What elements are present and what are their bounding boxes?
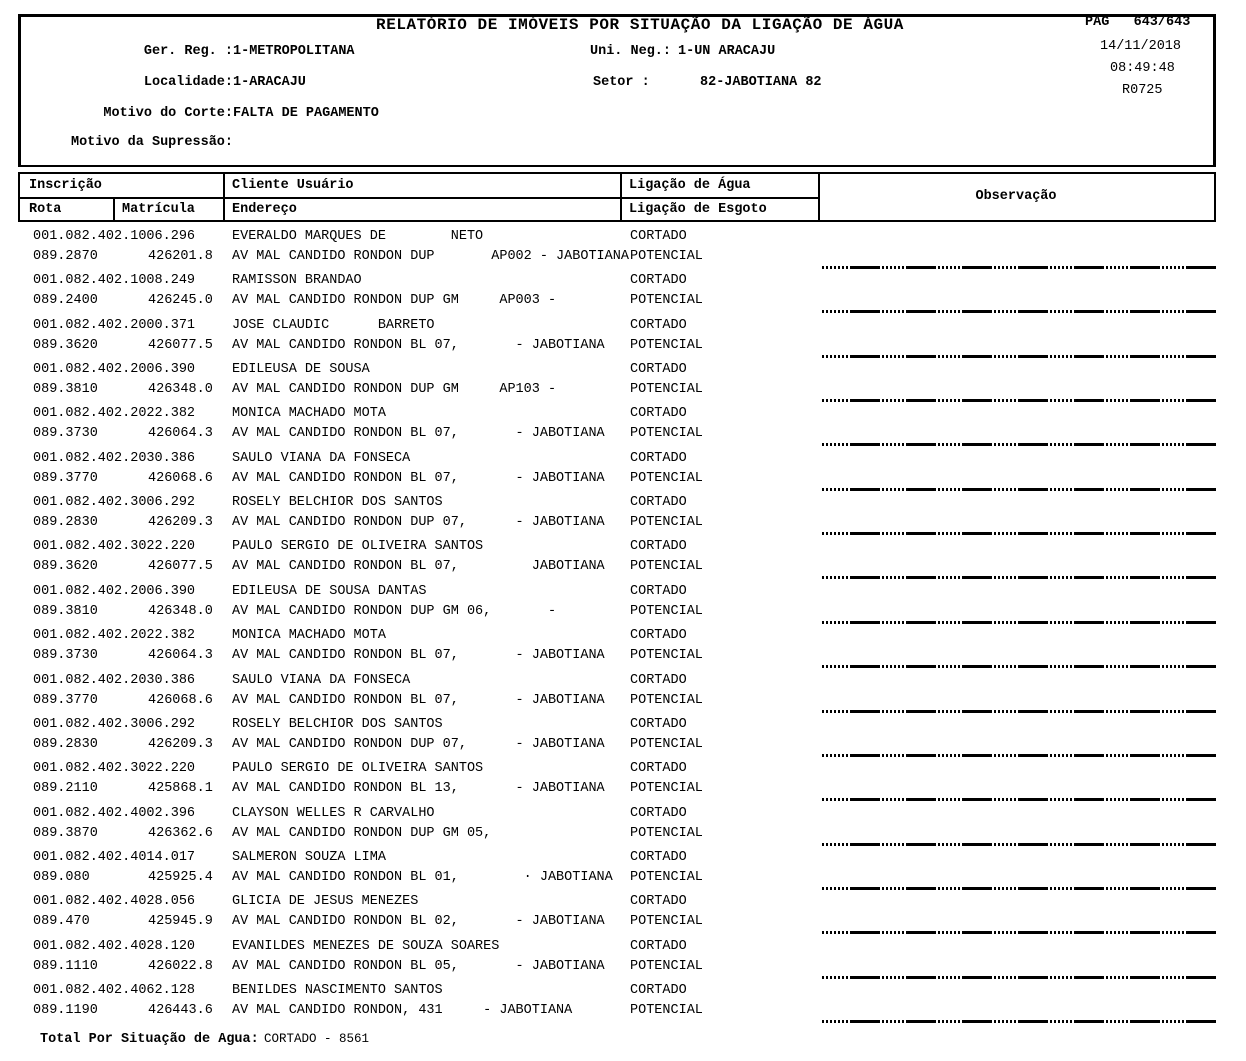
table-row [0, 492, 1246, 536]
cell-matricula: 425945.9 [148, 914, 213, 930]
cell-ligacao-esgoto: POTENCIAL [630, 293, 703, 309]
table-header-divider [20, 197, 818, 199]
table-row [0, 581, 1246, 625]
cell-matricula: 426201.8 [148, 249, 213, 264]
setor-value: 82-JABOTIANA 82 [700, 75, 822, 90]
cell-ligacao-agua: CORTADO [630, 406, 687, 422]
header-ligacao-esgoto: Ligação de Esgoto [629, 202, 767, 217]
cell-ligacao-agua: CORTADO [630, 761, 687, 777]
observacao-dashed-line [822, 754, 1216, 757]
cell-ligacao-agua: CORTADO [630, 716, 687, 732]
cell-ligacao-esgoto: POTENCIAL [630, 914, 703, 930]
observacao-dashed-line [822, 887, 1216, 890]
cell-cliente-usuario: MONICA MACHADO MOTA [232, 406, 386, 422]
cell-ligacao-esgoto: POTENCIAL [630, 559, 703, 575]
cell-endereco: AV MAL CANDIDO RONDON, 431 - JABOTIANA [232, 1002, 573, 1018]
cell-ligacao-agua: CORTADO [630, 317, 687, 333]
cell-ligacao-agua: CORTADO [630, 849, 687, 865]
observacao-dashed-line [822, 488, 1216, 491]
cell-rota: 089.3620 [33, 559, 98, 575]
cell-matricula: 426245.0 [148, 293, 213, 309]
cell-cliente-usuario: GLICIA DE JESUS MENEZES [232, 894, 419, 910]
cell-ligacao-esgoto: POTENCIAL [630, 736, 703, 752]
cell-ligacao-agua: CORTADO [630, 539, 687, 555]
cell-ligacao-esgoto: POTENCIAL [630, 781, 703, 797]
uni-neg-label: Uni. Neg.: [590, 44, 672, 59]
cell-matricula: 426348.0 [148, 603, 213, 619]
cell-inscricao: 001.082.402.2000.371 [33, 317, 196, 333]
cell-matricula: 426064.3 [148, 426, 213, 442]
observacao-dashed-line [822, 931, 1216, 934]
header-ligacao-agua: Ligação de Água [629, 178, 751, 193]
cell-ligacao-agua: CORTADO [630, 982, 687, 998]
header-endereco: Endereço [232, 202, 297, 217]
cell-ligacao-esgoto: POTENCIAL [630, 958, 703, 974]
ger-reg-label: Ger. Reg. : [143, 44, 233, 59]
cell-inscricao: 001.082.402.2022.382 [33, 628, 196, 644]
table-row [0, 226, 1246, 270]
cell-endereco: AV MAL CANDIDO RONDON BL 02, - JABOTIANA [232, 914, 605, 930]
cell-rota: 089.2830 [33, 515, 98, 531]
cell-cliente-usuario: PAULO SERGIO DE OLIVEIRA SANTOS [232, 539, 484, 555]
setor-label: Setor : [593, 75, 650, 90]
observacao-dashed-line [822, 621, 1216, 624]
cell-cliente-usuario: CLAYSON WELLES R CARVALHO [232, 805, 435, 821]
observacao-dashed-line [822, 1020, 1216, 1023]
observacao-dashed-line [822, 399, 1216, 402]
cell-rota: 089.3810 [33, 382, 98, 398]
cell-ligacao-esgoto: POTENCIAL [630, 337, 703, 353]
cell-ligacao-esgoto: POTENCIAL [630, 382, 703, 398]
motivo-corte-label: Motivo do Corte: [103, 106, 233, 121]
total-label: Total Por Situação de Agua: [40, 1032, 259, 1047]
cell-endereco: AV MAL CANDIDO RONDON BL 01, · JABOTIANA [232, 869, 613, 885]
cell-inscricao: 001.082.402.3006.292 [33, 495, 196, 511]
report-date: 14/11/2018 [1100, 39, 1182, 54]
report-title: RELATÓRIO DE IMÓVEIS POR SITUAÇÃO DA LIGAÇÃO DE ÁGUA [376, 16, 904, 34]
motivo-supressao-label: Motivo da Supressão: [70, 135, 233, 150]
cell-ligacao-agua: CORTADO [630, 450, 687, 466]
observacao-dashed-line [822, 443, 1216, 446]
cell-cliente-usuario: EVERALDO MARQUES DE NETO [232, 229, 484, 244]
cell-rota: 089.470 [33, 914, 90, 930]
cell-inscricao: 001.082.402.2006.390 [33, 583, 196, 599]
cell-matricula: 426068.6 [148, 470, 213, 486]
cell-matricula: 426022.8 [148, 958, 213, 974]
cell-ligacao-agua: CORTADO [630, 805, 687, 821]
uni-neg-value: 1-UN ARACAJU [678, 44, 776, 59]
cell-matricula: 426064.3 [148, 648, 213, 664]
cell-matricula: 426443.6 [148, 1002, 213, 1018]
cell-endereco: AV MAL CANDIDO RONDON BL 07, - JABOTIANA [232, 648, 605, 664]
motivo-corte-value: FALTA DE PAGAMENTO [233, 106, 379, 121]
observacao-dashed-line [822, 310, 1216, 313]
cell-ligacao-agua: CORTADO [630, 894, 687, 910]
cell-matricula: 425868.1 [148, 781, 213, 797]
table-row [0, 448, 1246, 492]
observacao-dashed-line [822, 665, 1216, 668]
cell-matricula: 425925.4 [148, 869, 213, 885]
cell-rota: 089.3620 [33, 337, 98, 353]
cell-rota: 089.3770 [33, 470, 98, 486]
cell-endereco: AV MAL CANDIDO RONDON DUP AP002 - JABOTIANA [232, 249, 629, 264]
observacao-dashed-line [822, 576, 1216, 579]
cell-endereco: AV MAL CANDIDO RONDON DUP GM 05, [232, 825, 492, 841]
cell-cliente-usuario: JOSE CLAUDIC BARRETO [232, 317, 435, 333]
cell-matricula: 426209.3 [148, 515, 213, 531]
cell-ligacao-esgoto: POTENCIAL [630, 470, 703, 486]
cell-cliente-usuario: ROSELY BELCHIOR DOS SANTOS [232, 716, 443, 732]
table-row [0, 359, 1246, 403]
cell-endereco: AV MAL CANDIDO RONDON DUP 07, - JABOTIANA [232, 515, 605, 531]
page-number: PAG 643/643 [1085, 15, 1191, 30]
header-rota: Rota [29, 202, 62, 217]
cell-inscricao: 001.082.402.3022.220 [33, 761, 196, 777]
localidade-value: 1-ARACAJU [233, 75, 306, 90]
cell-ligacao-esgoto: POTENCIAL [630, 603, 703, 619]
cell-ligacao-agua: CORTADO [630, 672, 687, 688]
localidade-label: Localidade: [143, 75, 233, 90]
endereco-ligacao-divider [620, 174, 622, 220]
table-row [0, 315, 1246, 359]
cell-rota: 089.2830 [33, 736, 98, 752]
header-cliente-usuario: Cliente Usuário [232, 178, 354, 193]
cell-inscricao: 001.082.402.4028.120 [33, 938, 196, 954]
cell-inscricao: 001.082.402.1006.296 [33, 229, 196, 244]
cell-rota: 089.080 [33, 869, 90, 885]
cell-cliente-usuario: SAULO VIANA DA FONSECA [232, 672, 411, 688]
cell-ligacao-esgoto: POTENCIAL [630, 825, 703, 841]
cell-inscricao: 001.082.402.3022.220 [33, 539, 196, 555]
cell-ligacao-esgoto: POTENCIAL [630, 648, 703, 664]
table-row [0, 803, 1246, 847]
cell-cliente-usuario: ROSELY BELCHIOR DOS SANTOS [232, 495, 443, 511]
cell-cliente-usuario: SALMERON SOUZA LIMA [232, 849, 386, 865]
cell-endereco: AV MAL CANDIDO RONDON BL 07, JABOTIANA [232, 559, 605, 575]
cell-rota: 089.3810 [33, 603, 98, 619]
cell-inscricao: 001.082.402.2030.386 [33, 450, 196, 466]
cell-endereco: AV MAL CANDIDO RONDON DUP 07, - JABOTIANA [232, 736, 605, 752]
cell-inscricao: 001.082.402.2006.390 [33, 362, 196, 378]
cell-endereco: AV MAL CANDIDO RONDON DUP GM 06, - [232, 603, 557, 619]
cell-endereco: AV MAL CANDIDO RONDON DUP GM AP103 - [232, 382, 557, 398]
rota-matricula-divider [113, 197, 115, 220]
total-value: CORTADO - 8561 [264, 1032, 370, 1046]
observacao-dashed-line [822, 532, 1216, 535]
cell-matricula: 426348.0 [148, 382, 213, 398]
cell-inscricao: 001.082.402.1008.249 [33, 273, 196, 289]
cell-rota: 089.2400 [33, 293, 98, 309]
cell-endereco: AV MAL CANDIDO RONDON BL 13, - JABOTIANA [232, 781, 605, 797]
cell-inscricao: 001.082.402.2030.386 [33, 672, 196, 688]
table-row [0, 714, 1246, 758]
report-time: 08:49:48 [1110, 61, 1175, 76]
cell-cliente-usuario: EDILEUSA DE SOUSA [232, 362, 370, 378]
cell-matricula: 426077.5 [148, 337, 213, 353]
cell-ligacao-esgoto: POTENCIAL [630, 869, 703, 885]
cell-cliente-usuario: BENILDES NASCIMENTO SANTOS [232, 982, 443, 998]
table-header [18, 172, 1216, 222]
cell-ligacao-esgoto: POTENCIAL [630, 692, 703, 708]
cell-rota: 089.3730 [33, 426, 98, 442]
cell-inscricao: 001.082.402.4014.017 [33, 849, 196, 865]
cell-rota: 089.2870 [33, 249, 98, 264]
cell-cliente-usuario: EVANILDES MENEZES DE SOUZA SOARES [232, 938, 500, 954]
table-row [0, 403, 1246, 447]
table-row [0, 758, 1246, 802]
cell-endereco: AV MAL CANDIDO RONDON BL 07, - JABOTIANA [232, 470, 605, 486]
cell-matricula: 426209.3 [148, 736, 213, 752]
observacao-dashed-line [822, 843, 1216, 846]
cell-cliente-usuario: EDILEUSA DE SOUSA DANTAS [232, 583, 427, 599]
table-row [0, 270, 1246, 314]
observacao-dashed-line [822, 710, 1216, 713]
table-row [0, 536, 1246, 580]
cell-cliente-usuario: SAULO VIANA DA FONSECA [232, 450, 411, 466]
table-row [0, 891, 1246, 935]
cell-ligacao-agua: CORTADO [630, 362, 687, 378]
cell-rota: 089.2110 [33, 781, 98, 797]
cell-matricula: 426362.6 [148, 825, 213, 841]
cell-ligacao-agua: CORTADO [630, 628, 687, 644]
cell-endereco: AV MAL CANDIDO RONDON BL 07, - JABOTIANA [232, 692, 605, 708]
cell-rota: 089.3730 [33, 648, 98, 664]
table-row [0, 625, 1246, 669]
observacao-dashed-line [822, 266, 1216, 269]
cell-rota: 089.1190 [33, 1002, 98, 1018]
cell-inscricao: 001.082.402.4062.128 [33, 982, 196, 998]
cell-rota: 089.3870 [33, 825, 98, 841]
header-observacao: Observação [975, 189, 1057, 204]
observacao-dashed-line [822, 976, 1216, 979]
cell-endereco: AV MAL CANDIDO RONDON BL 05, - JABOTIANA [232, 958, 605, 974]
observacao-dashed-line [822, 798, 1216, 801]
cell-cliente-usuario: RAMISSON BRANDAO [232, 273, 362, 289]
report-code: R0725 [1122, 83, 1163, 98]
cell-endereco: AV MAL CANDIDO RONDON BL 07, - JABOTIANA [232, 337, 605, 353]
table-row [0, 980, 1246, 1024]
cell-ligacao-agua: CORTADO [630, 495, 687, 511]
table-row [0, 936, 1246, 980]
cell-rota: 089.1110 [33, 958, 98, 974]
cell-ligacao-agua: CORTADO [630, 583, 687, 599]
cell-inscricao: 001.082.402.4028.056 [33, 894, 196, 910]
cell-endereco: AV MAL CANDIDO RONDON BL 07, - JABOTIANA [232, 426, 605, 442]
inscricao-cliente-divider [223, 174, 225, 220]
cell-inscricao: 001.082.402.2022.382 [33, 406, 196, 422]
cell-cliente-usuario: MONICA MACHADO MOTA [232, 628, 386, 644]
table-row [0, 847, 1246, 891]
cell-cliente-usuario: PAULO SERGIO DE OLIVEIRA SANTOS [232, 761, 484, 777]
cell-matricula: 426077.5 [148, 559, 213, 575]
cell-matricula: 426068.6 [148, 692, 213, 708]
cell-rota: 089.3770 [33, 692, 98, 708]
cell-inscricao: 001.082.402.3006.292 [33, 716, 196, 732]
cell-ligacao-esgoto: POTENCIAL [630, 515, 703, 531]
cell-inscricao: 001.082.402.4002.396 [33, 805, 196, 821]
observacao-dashed-line [822, 355, 1216, 358]
cell-ligacao-esgoto: POTENCIAL [630, 249, 703, 264]
cell-ligacao-agua: CORTADO [630, 938, 687, 954]
table-row [0, 670, 1246, 714]
cell-ligacao-agua: CORTADO [630, 229, 687, 244]
ger-reg-value: 1-METROPOLITANA [233, 44, 355, 59]
header-matricula: Matrícula [122, 202, 195, 217]
cell-ligacao-esgoto: POTENCIAL [630, 1002, 703, 1018]
header-inscricao: Inscrição [29, 178, 102, 193]
cell-endereco: AV MAL CANDIDO RONDON DUP GM AP003 - [232, 293, 557, 309]
cell-ligacao-esgoto: POTENCIAL [630, 426, 703, 442]
cell-ligacao-agua: CORTADO [630, 273, 687, 289]
